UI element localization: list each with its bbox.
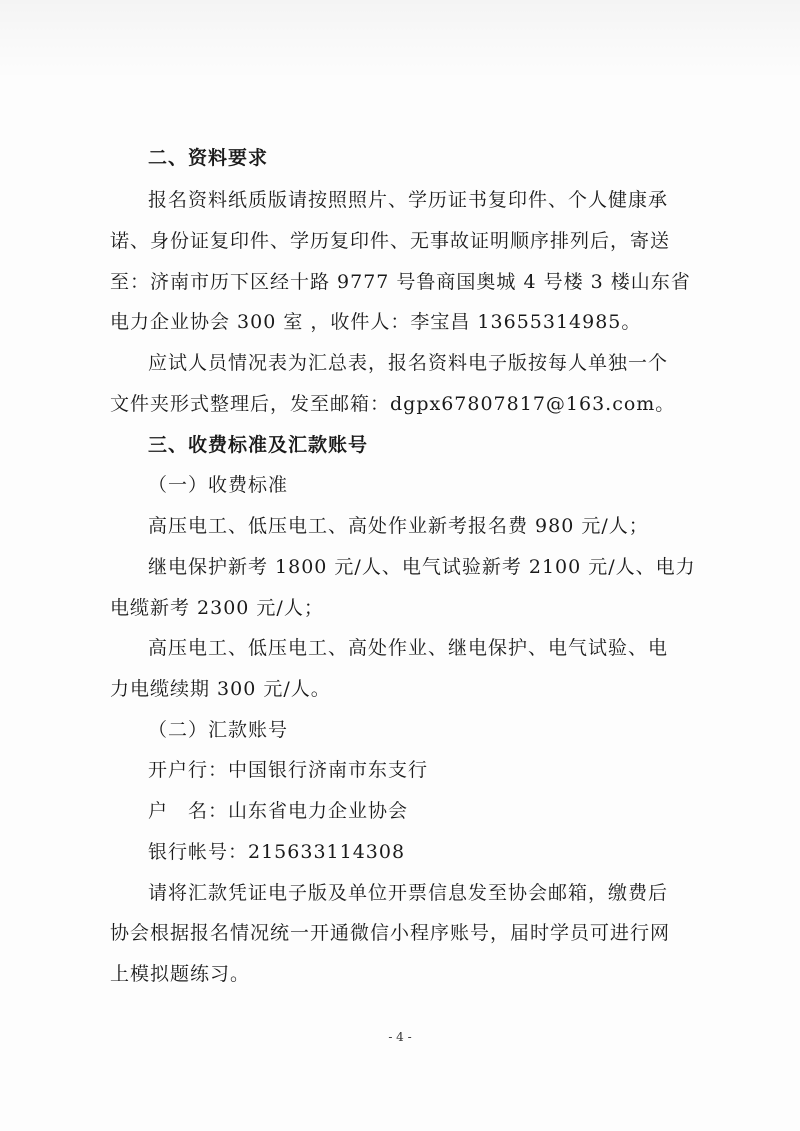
bank-name: 开户行：中国银行济南市东支行 [148,759,429,781]
paragraph-line: 至：济南市历下区经十路 9777 号鲁商国奥城 4 号楼 3 楼山东省 [110,271,691,293]
paragraph-line: 继电保护新考 1800 元/人、电气试验新考 2100 元/人、电力 [148,556,696,578]
scan-shadow [0,0,800,80]
paragraph-line: 上模拟题练习。 [110,963,251,985]
paragraph-line: 请将汇款凭证电子版及单位开票信息发至协会邮箱，缴费后 [148,882,669,904]
paragraph-line: 协会根据报名情况统一开通微信小程序账号，届时学员可进行网 [110,922,671,944]
paragraph-line: 文件夹形式整理后，发至邮箱：dgpx67807817@163.com。 [110,393,676,415]
paragraph-line: 高压电工、低压电工、高处作业、继电保护、电气试验、电 [148,637,669,659]
section-2-heading: 二、资料要求 [148,147,269,169]
paragraph-line: 高压电工、低压电工、高处作业新考报名费 980 元/人； [148,515,649,537]
subsection-heading: （一）收费标准 [148,474,289,496]
paragraph-line: 诺、身份证复印件、学历复印件、无事故证明顺序排列后，寄送 [110,230,671,252]
paragraph-line: 应试人员情况表为汇总表，报名资料电子版按每人单独一个 [148,352,669,374]
paragraph-line: 力电缆续期 300 元/人。 [110,678,331,700]
page-number: - 4 - [388,1030,412,1044]
section-3-heading: 三、收费标准及汇款账号 [148,434,369,456]
subsection-heading: （二）汇款账号 [148,719,289,741]
paragraph-line: 电缆新考 2300 元/人； [110,597,324,619]
paragraph-line: 电力企业协会 300 室 ，收件人：李宝昌 13655314985。 [110,311,642,333]
account-name: 户 名：山东省电力企业协会 [148,800,409,822]
account-number: 银行帐号：215633114308 [148,841,406,863]
paragraph-line: 报名资料纸质版请按照照片、学历证书复印件、个人健康承 [148,189,669,211]
